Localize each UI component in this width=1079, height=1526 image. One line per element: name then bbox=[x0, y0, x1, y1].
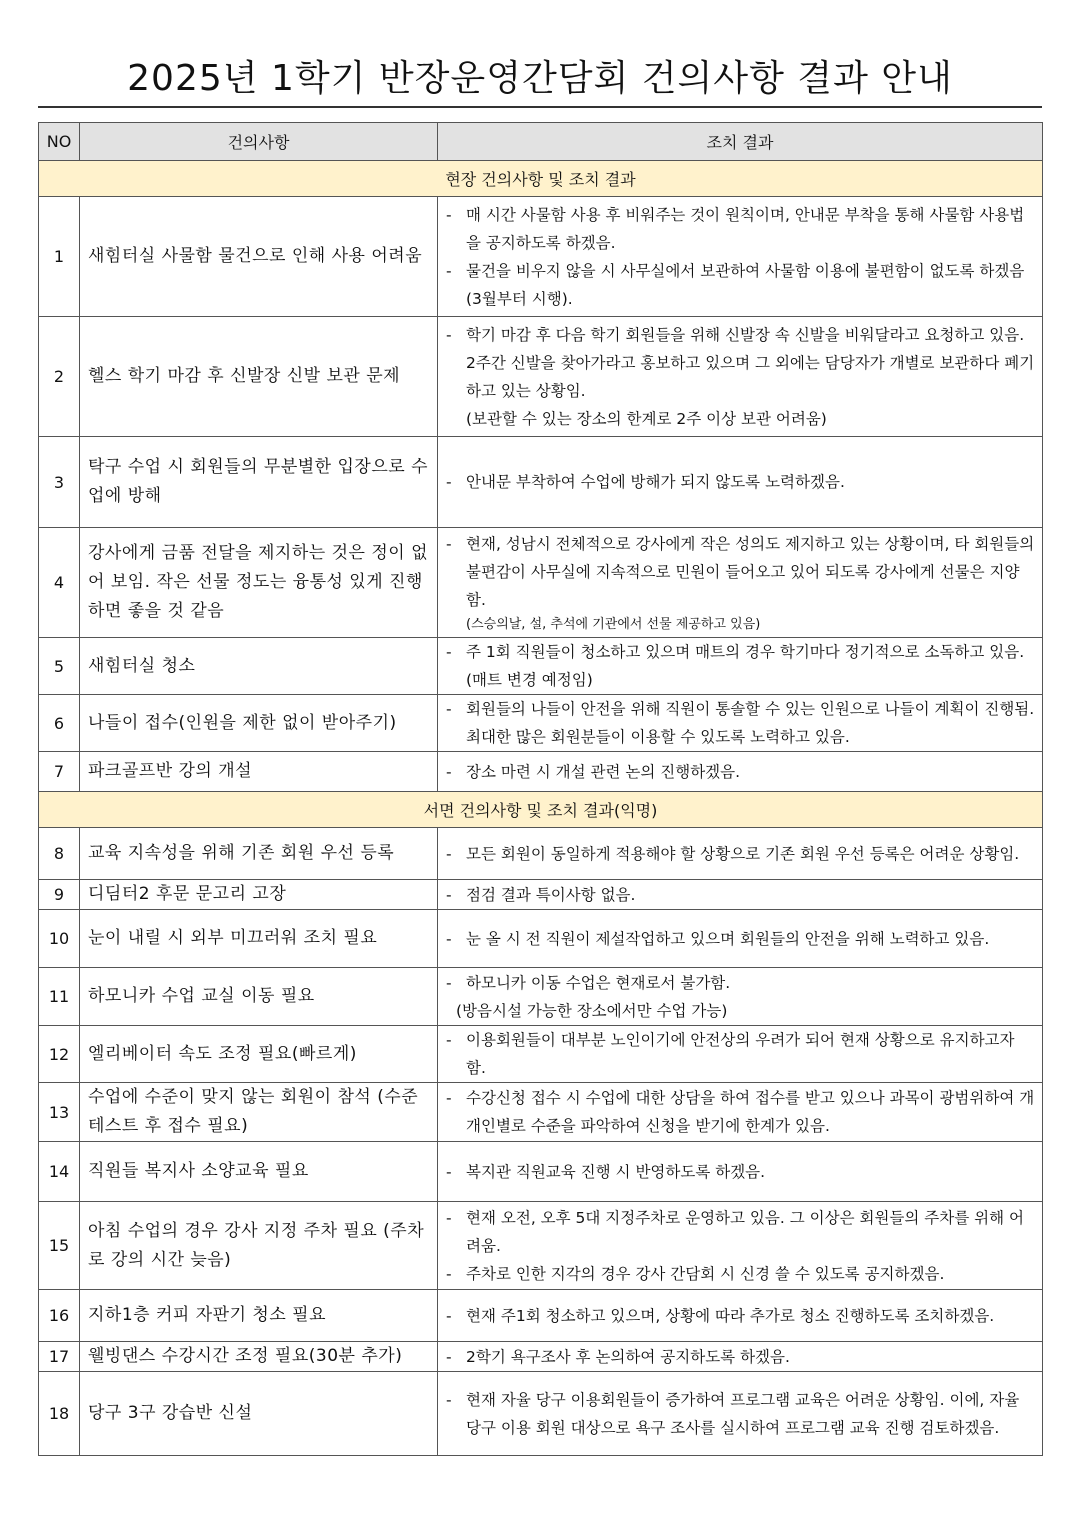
suggestion-table bbox=[38, 122, 1043, 1456]
table-row bbox=[39, 638, 1043, 695]
result-line: - 주차로 인한 지각의 경우 강사 간담회 시 신경 쓸 수 있도록 공지하겠음. bbox=[446, 1264, 945, 1283]
result-cell bbox=[438, 197, 1043, 317]
result-cell bbox=[438, 638, 1043, 695]
result-line: - 안내문 부착하여 수업에 방해가 되지 않도록 노력하겠음. bbox=[446, 473, 845, 491]
row-number: 1 bbox=[39, 197, 80, 317]
result-cell bbox=[438, 317, 1043, 437]
result-line: - 현재 오전, 오후 5대 지정주차로 운영하고 있음. 그 이상은 회원들의 주차를 위해 어려움. bbox=[446, 1208, 1024, 1255]
result-note: (스승의날, 설, 추석에 기관에서 선물 제공하고 있음) bbox=[466, 616, 761, 632]
row-number: 5 bbox=[39, 638, 80, 695]
result-line: - 이용회원들이 대부분 노인이기에 안전상의 우려가 되어 현재 상황으로 유지하고자 함. bbox=[446, 1031, 1015, 1077]
result-cell bbox=[438, 1026, 1043, 1083]
suggestion-text: 교육 지속성을 위해 기존 회원 우선 등록 bbox=[80, 828, 438, 880]
suggestion-text: 당구 3구 강습반 신설 bbox=[80, 1372, 438, 1456]
table-row bbox=[39, 968, 1043, 1026]
suggestion-text: 헬스 학기 마감 후 신발장 신발 보관 문제 bbox=[80, 317, 438, 437]
result-cell bbox=[438, 752, 1043, 792]
suggestion-text: 웰빙댄스 수강시간 조정 필요(30분 추가) bbox=[80, 1342, 438, 1372]
row-number: 2 bbox=[39, 317, 80, 437]
result-cell bbox=[438, 1202, 1043, 1290]
result-line: - 현재, 성남시 전체적으로 강사에게 작은 성의도 제지하고 있는 상황이며, 타 회원들의 불편감이 사무실에 지속적으로 민원이 들어오고 있어 되도록 강사에게 선물은 지양함. bbox=[446, 534, 1035, 609]
table-row bbox=[39, 1083, 1043, 1142]
result-cell bbox=[438, 437, 1043, 528]
row-number: 10 bbox=[39, 910, 80, 968]
row-number: 17 bbox=[39, 1342, 80, 1372]
suggestion-text: 탁구 수업 시 회원들의 무분별한 입장으로 수업에 방해 bbox=[80, 437, 438, 528]
row-number: 16 bbox=[39, 1290, 80, 1342]
result-line: - 모든 회원이 동일하게 적용해야 할 상황으로 기존 회원 우선 등록은 어려운 상황임. bbox=[446, 844, 1020, 863]
result-cell bbox=[438, 910, 1043, 968]
result-line: - 학기 마감 후 다음 학기 회원들을 위해 신발장 속 신발을 비워달라고 요청하고 있음. 2주간 신발을 찾아가라고 홍보하고 있으며 그 외에는 담당자가 개별로 보관하다 폐기하고 있는 상황임. bbox=[446, 325, 1035, 400]
suggestion-text: 디딤터2 후문 문고리 고장 bbox=[80, 880, 438, 910]
section-title: 현장 건의사항 및 조치 결과 bbox=[39, 161, 1043, 197]
result-cell bbox=[438, 1142, 1043, 1202]
result-cell bbox=[438, 828, 1043, 880]
suggestion-text: 직원들 복지사 소양교육 필요 bbox=[80, 1142, 438, 1202]
table-row bbox=[39, 1026, 1043, 1083]
column-header-result: 조치 결과 bbox=[438, 123, 1043, 161]
result-line: - 하모니카 이동 수업은 현재로서 불가함. bbox=[446, 973, 731, 992]
result-cell bbox=[438, 528, 1043, 638]
result-line: - 현재 자율 당구 이용회원들이 증가하여 프로그램 교육은 어려운 상황임. 이에, 자율 당구 이용 회원 대상으로 욕구 조사를 실시하여 프로그램 교육 진행 검토하겠음. bbox=[446, 1390, 1020, 1437]
column-header-item: 건의사항 bbox=[80, 123, 438, 161]
suggestion-text: 엘리베이터 속도 조정 필요(빠르게) bbox=[80, 1026, 438, 1083]
title-underline bbox=[38, 106, 1042, 108]
suggestion-text: 하모니카 수업 교실 이동 필요 bbox=[80, 968, 438, 1026]
result-note: (방음시설 가능한 장소에서만 수업 가능) bbox=[456, 1001, 728, 1020]
result-cell bbox=[438, 1290, 1043, 1342]
row-number: 6 bbox=[39, 695, 80, 752]
table-row bbox=[39, 752, 1043, 792]
table-row bbox=[39, 1142, 1043, 1202]
row-number: 7 bbox=[39, 752, 80, 792]
row-number: 14 bbox=[39, 1142, 80, 1202]
row-number: 3 bbox=[39, 437, 80, 528]
row-number: 9 bbox=[39, 880, 80, 910]
result-cell bbox=[438, 880, 1043, 910]
row-number: 11 bbox=[39, 968, 80, 1026]
table-row bbox=[39, 1290, 1043, 1342]
header-row bbox=[39, 123, 1043, 161]
result-line: - 점검 결과 특이사항 없음. bbox=[446, 885, 636, 904]
suggestion-text: 눈이 내릴 시 외부 미끄러워 조치 필요 bbox=[80, 910, 438, 968]
result-line: - 눈 올 시 전 직원이 제설작업하고 있으며 회원들의 안전을 위해 노력하고 있음. bbox=[446, 929, 990, 948]
table-row bbox=[39, 528, 1043, 638]
table-row bbox=[39, 1342, 1043, 1372]
suggestion-text: 강사에게 금품 전달을 제지하는 것은 정이 없어 보임. 작은 선물 정도는 융통성 있게 진행하면 좋을 것 같음 bbox=[80, 528, 438, 638]
row-number: 4 bbox=[39, 528, 80, 638]
section-header-written bbox=[39, 792, 1043, 828]
row-number: 8 bbox=[39, 828, 80, 880]
result-cell bbox=[438, 1083, 1043, 1142]
table-row bbox=[39, 828, 1043, 880]
table-row bbox=[39, 1202, 1043, 1290]
result-line: - 복지관 직원교육 진행 시 반영하도록 하겠음. bbox=[446, 1162, 766, 1181]
column-header-no: NO bbox=[39, 123, 80, 161]
page-title: 2025년 1학기 반장운영간담회 건의사항 결과 안내 bbox=[127, 58, 953, 99]
result-line: - 2학기 욕구조사 후 논의하여 공지하도록 하겠음. bbox=[446, 1347, 790, 1366]
result-line: - 회원들의 나들이 안전을 위해 직원이 통솔할 수 있는 인원으로 나들이 계획이 진행됨. 최대한 많은 회원분들이 이용할 수 있도록 노력하고 있음. bbox=[446, 700, 1035, 746]
row-number: 18 bbox=[39, 1372, 80, 1456]
table-row bbox=[39, 910, 1043, 968]
suggestion-text: 파크골프반 강의 개설 bbox=[80, 752, 438, 792]
result-line: - 매 시간 사물함 사용 후 비워주는 것이 원칙이며, 안내문 부착을 통해 사물함 사용법을 공지하도록 하겠음. bbox=[446, 205, 1025, 252]
row-number: 15 bbox=[39, 1202, 80, 1290]
suggestion-text: 지하1층 커피 자판기 청소 필요 bbox=[80, 1290, 438, 1342]
table-row bbox=[39, 437, 1043, 528]
row-number: 12 bbox=[39, 1026, 80, 1083]
result-line: - 주 1회 직원들이 청소하고 있으며 매트의 경우 학기마다 정기적으로 소독하고 있음. (매트 변경 예정임) bbox=[446, 643, 1025, 689]
result-note: (보관할 수 있는 장소의 한계로 2주 이상 보관 어려움) bbox=[466, 409, 827, 428]
result-line: - 수강신청 접수 시 수업에 대한 상담을 하여 접수를 받고 있으나 과목이 광범위하여 개개인별로 수준을 파악하여 신청을 받기에 한계가 있음. bbox=[446, 1089, 1035, 1135]
table-row bbox=[39, 1372, 1043, 1456]
suggestion-text: 새힘터실 사물함 물건으로 인해 사용 어려움 bbox=[80, 197, 438, 317]
result-line: - 물건을 비우지 않을 시 사무실에서 보관하여 사물함 이용에 불편함이 없도록 하겠음(3월부터 시행). bbox=[446, 261, 1025, 308]
result-line: - 장소 마련 시 개설 관련 논의 진행하겠음. bbox=[446, 762, 741, 781]
row-number: 13 bbox=[39, 1083, 80, 1142]
table-row bbox=[39, 197, 1043, 317]
suggestion-text: 나들이 접수(인원을 제한 없이 받아주기) bbox=[80, 695, 438, 752]
suggestion-text: 아침 수업의 경우 강사 지정 주차 필요 (주차로 강의 시간 늦음) bbox=[80, 1202, 438, 1290]
result-cell bbox=[438, 1342, 1043, 1372]
suggestion-text: 새힘터실 청소 bbox=[80, 638, 438, 695]
section-header-onsite bbox=[39, 161, 1043, 197]
table-row bbox=[39, 695, 1043, 752]
result-cell bbox=[438, 968, 1043, 1026]
result-line: - 현재 주1회 청소하고 있으며, 상황에 따라 추가로 청소 진행하도록 조치하겠음. bbox=[446, 1306, 995, 1325]
result-cell bbox=[438, 1372, 1043, 1456]
result-cell bbox=[438, 695, 1043, 752]
section-title: 서면 건의사항 및 조치 결과(익명) bbox=[39, 792, 1043, 828]
table-row bbox=[39, 880, 1043, 910]
suggestion-text: 수업에 수준이 맞지 않는 회원이 참석 (수준 테스트 후 접수 필요) bbox=[80, 1083, 438, 1142]
table-row bbox=[39, 317, 1043, 437]
